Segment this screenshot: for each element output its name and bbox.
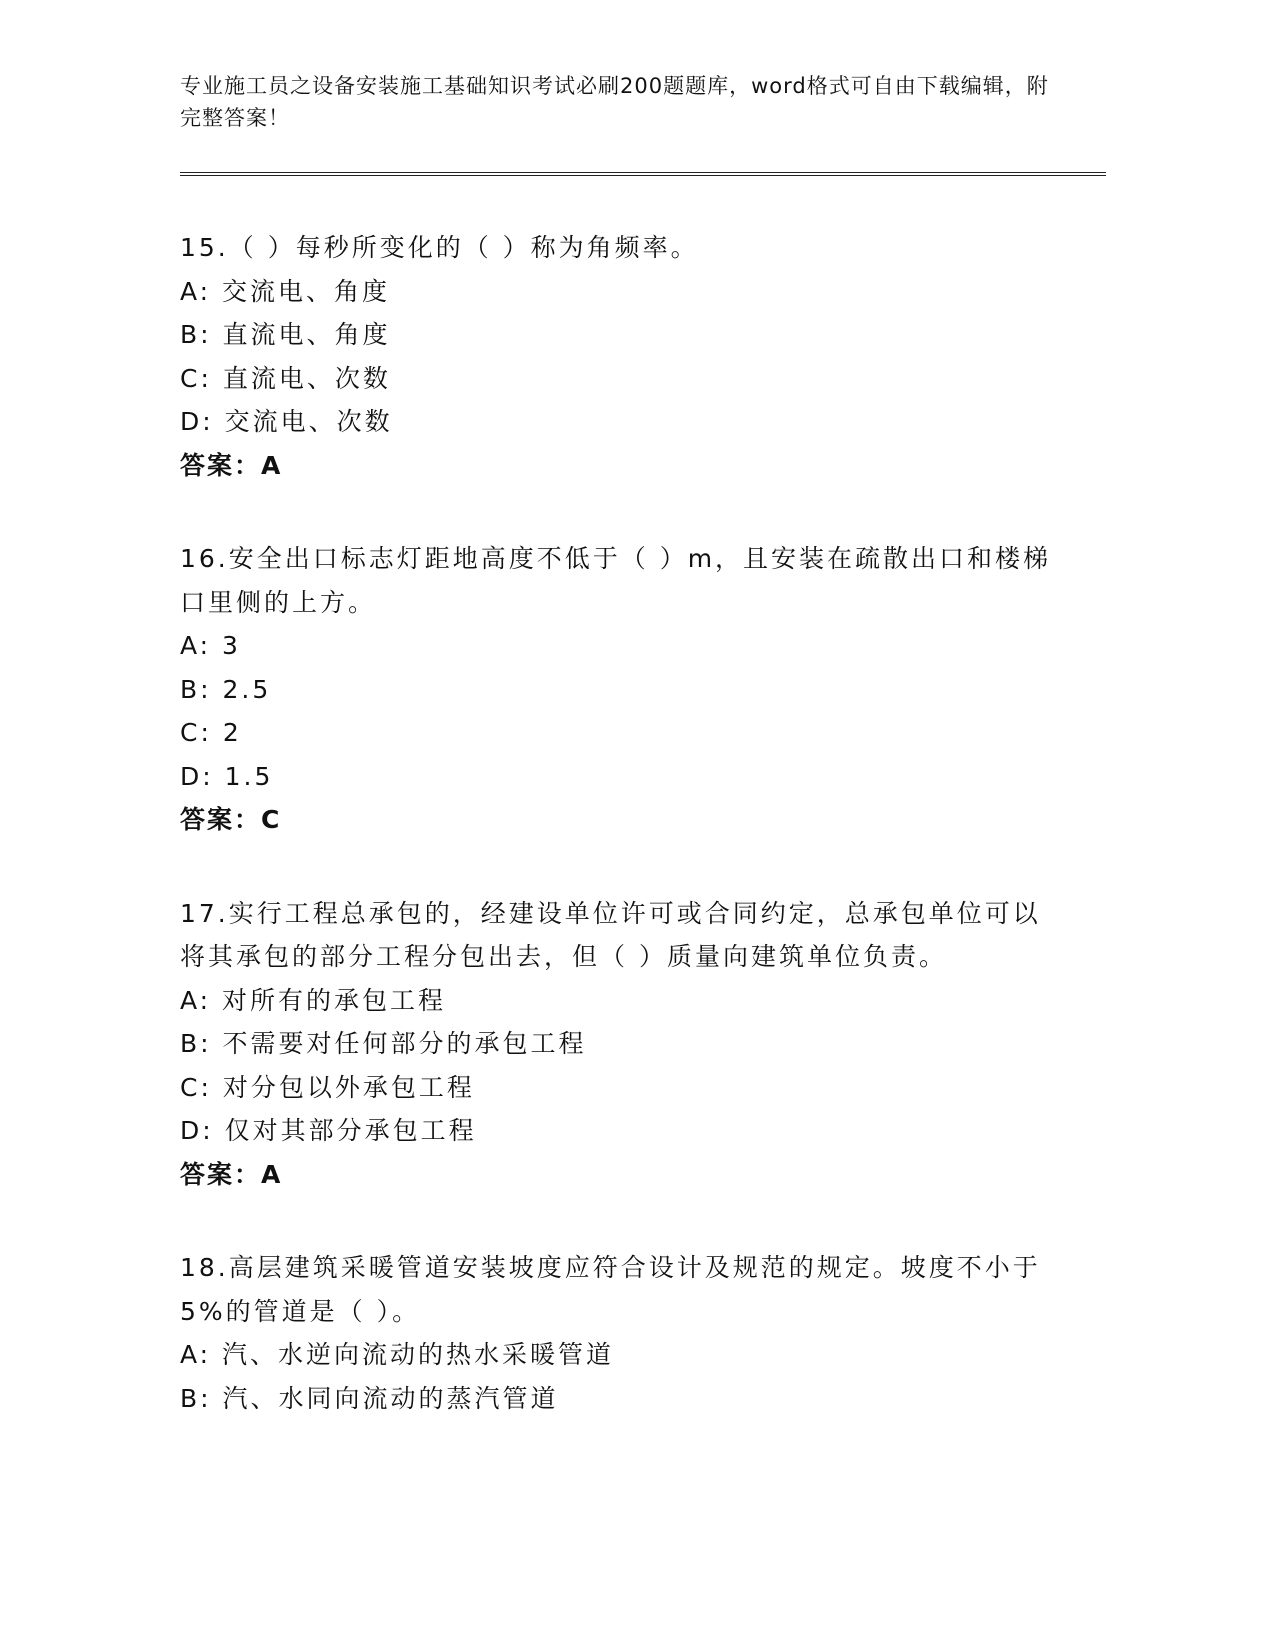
question-16	[180, 537, 1060, 842]
answer: 答案：A	[180, 1159, 283, 1189]
question-stem: 15.（ ）每秒所变化的（ ）称为角频率。	[180, 233, 699, 262]
question-17	[180, 892, 1060, 1197]
question-stem: 18.高层建筑采暖管道安装坡度应符合设计及规范的规定。坡度不小于5%的管道是（ ）。	[180, 1253, 1041, 1326]
option-a: A: 汽、水逆向流动的热水采暖管道	[180, 1340, 615, 1369]
option-d: D: 1.5	[180, 761, 274, 791]
option-b: B: 2.5	[180, 674, 272, 704]
answer: 答案：C	[180, 805, 282, 834]
question-list	[180, 226, 1060, 1470]
option-c: C: 对分包以外承包工程	[180, 1072, 475, 1102]
question-stem: 17.实行工程总承包的，经建设单位许可或合同约定，总承包单位可以将其承包的部分工程分包出去，但（ ）质量向建筑单位负责。	[180, 898, 1041, 971]
question-18	[180, 1246, 1060, 1420]
page-header	[180, 70, 1060, 134]
option-b: B: 直流电、角度	[180, 320, 391, 349]
answer: 答案：A	[180, 450, 283, 480]
option-c: C: 2	[180, 718, 242, 747]
option-d: D: 交流电、次数	[180, 407, 393, 436]
option-a: A: 对所有的承包工程	[180, 985, 447, 1015]
question-stem: 16.安全出口标志灯距地高度不低于（ ）m，且安装在疏散出口和楼梯口里侧的上方。	[180, 544, 1052, 617]
document-title: 专业施工员之设备安装施工基础知识考试必刷200题题库，word格式可自由下载编辑，附完整答案！	[180, 74, 1049, 130]
option-a: A: 交流电、角度	[180, 276, 391, 306]
header-divider	[180, 172, 1106, 176]
option-b: B: 汽、水同向流动的蒸汽管道	[180, 1383, 559, 1413]
question-15	[180, 226, 1060, 487]
option-b: B: 不需要对任何部分的承包工程	[180, 1029, 587, 1058]
option-d: D: 仅对其部分承包工程	[180, 1116, 477, 1145]
option-c: C: 直流电、次数	[180, 363, 391, 393]
option-a: A: 3	[180, 631, 241, 660]
